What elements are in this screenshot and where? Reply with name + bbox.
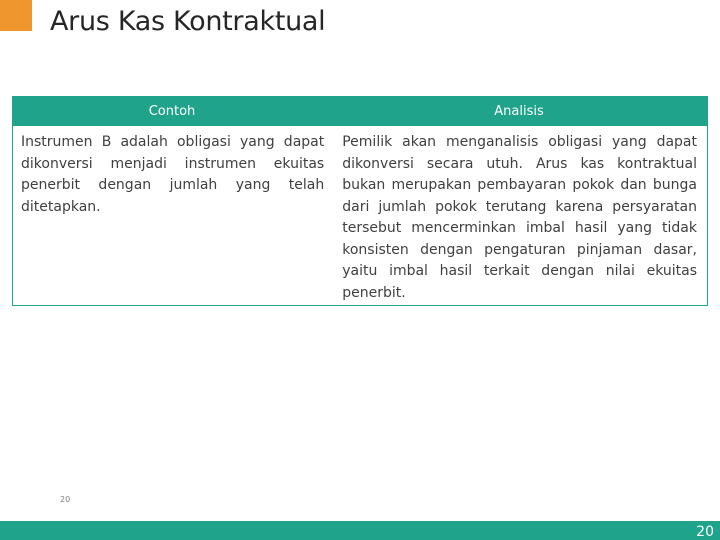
header-analysis: Analisis bbox=[494, 104, 544, 119]
table-header-row bbox=[13, 97, 707, 126]
analysis-cell: Pemilik akan menganalisis obligasi yang dapat dikonversi secara utuh. Arus kas kontraktual bukan merupakan pembayaran pokok dan bunga dari jumlah pokok terutang karena persyaratan tersebut mencerminkan imbal hasil yang tidak konsisten dengan pengaturan pinjaman dasar, yaitu imbal hasil terkait dengan nilai ekuitas penerbit. bbox=[342, 134, 697, 301]
orange-accent-square bbox=[0, 0, 32, 31]
slide-title: Arus Kas Kontraktual bbox=[50, 6, 326, 37]
header-example: Contoh bbox=[148, 104, 196, 119]
table-row bbox=[13, 126, 707, 304]
footer-page-number: 20 bbox=[60, 495, 71, 504]
contractual-cashflow-table bbox=[12, 96, 708, 306]
slide-page-number: 20 bbox=[696, 524, 714, 540]
example-cell: Instrumen B adalah obligasi yang dapat dikonversi menjadi instrumen ekuitas penerbit dengan jumlah yang telah ditetapkan. bbox=[21, 134, 325, 215]
bottom-bar bbox=[0, 521, 720, 540]
